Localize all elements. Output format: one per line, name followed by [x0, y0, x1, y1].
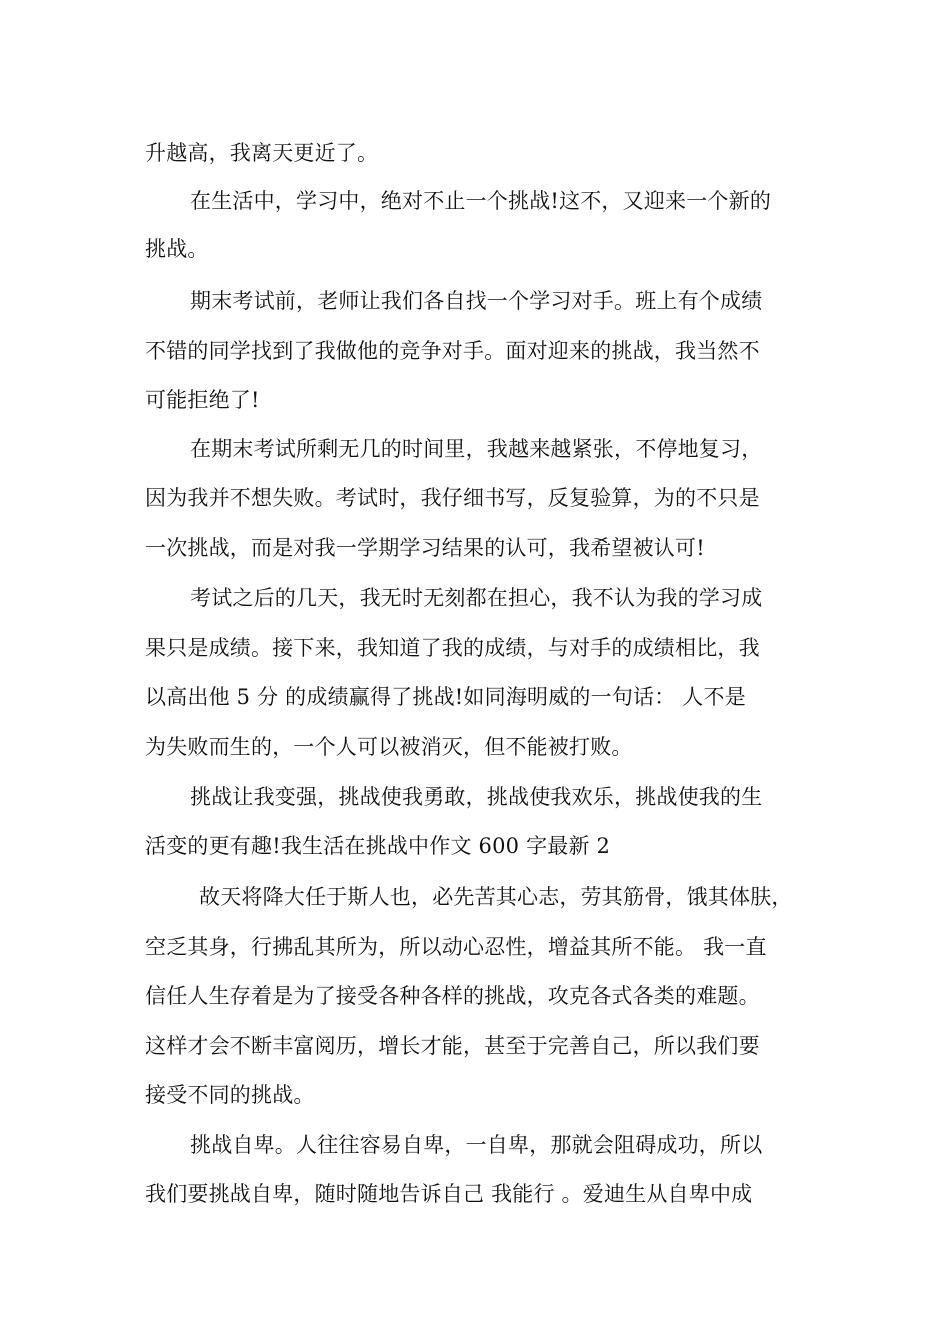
text-line: 信任人生存着是为了接受各种各样的挑战，攻克各式各类的难题。 [145, 984, 760, 1008]
text-line: 一次挑战，而是对我一学期学习结果的认可，我希望被认可! [145, 536, 705, 560]
text-line: 可能拒绝了! [145, 388, 260, 412]
text-line: 我们要挑战自卑，随时随地告诉自己 我能行 。爱迪生从自卑中成 [145, 1182, 753, 1206]
text-line: 在生活中，学习中，绝对不止一个挑战!这不，又迎来一个新的 [190, 189, 772, 213]
text-line: 挑战让我变强，挑战使我勇敢，挑战使我欢乐，挑战使我的生 [190, 785, 763, 809]
text-line: 以高出他 5 分 的成绩赢得了挑战!如同海明威的一句话： 人不是 [145, 685, 746, 709]
text-line: 果只是成绩。接下来，我知道了我的成绩，与对手的成绩相比，我 [145, 636, 760, 660]
text-line: 挑战自卑。人往往容易自卑，一自卑，那就会阻碍成功，所以 [190, 1133, 763, 1157]
text-line: 为失败而生的，一个人可以被消灭，但不能被打败。 [145, 735, 633, 759]
text-line: 在期末考试所剩无几的时间里，我越来越紧张，不停地复习， [190, 437, 763, 461]
text-line: 这样才会不断丰富阅历，增长才能，甚至于完善自己，所以我们要 [145, 1034, 760, 1058]
text-line: 考试之后的几天，我无时无刻都在担心，我不认为我的学习成 [190, 586, 763, 610]
text-line: 不错的同学找到了我做他的竞争对手。面对迎来的挑战，我当然不 [145, 339, 760, 363]
text-line: 因为我并不想失败。考试时，我仔细书写，反复验算，为的不只是 [145, 486, 760, 510]
text-line: 空乏其身，行拂乱其所为，所以动心忍性，增益其所不能。 我一直 [145, 935, 767, 959]
text-line: 活变的更有趣!我生活在挑战中作文 600 字最新 2 [145, 834, 611, 858]
text-line: 故天将降大任于斯人也，必先苦其心志，劳其筋骨，饿其体肤， [199, 885, 793, 909]
text-line: 挑战。 [145, 237, 209, 261]
text-line: 接受不同的挑战。 [145, 1083, 315, 1107]
text-line: 升越高，我离天更近了。 [145, 141, 379, 165]
text-line: 期末考试前，老师让我们各自找一个学习对手。班上有个成绩 [190, 289, 763, 313]
